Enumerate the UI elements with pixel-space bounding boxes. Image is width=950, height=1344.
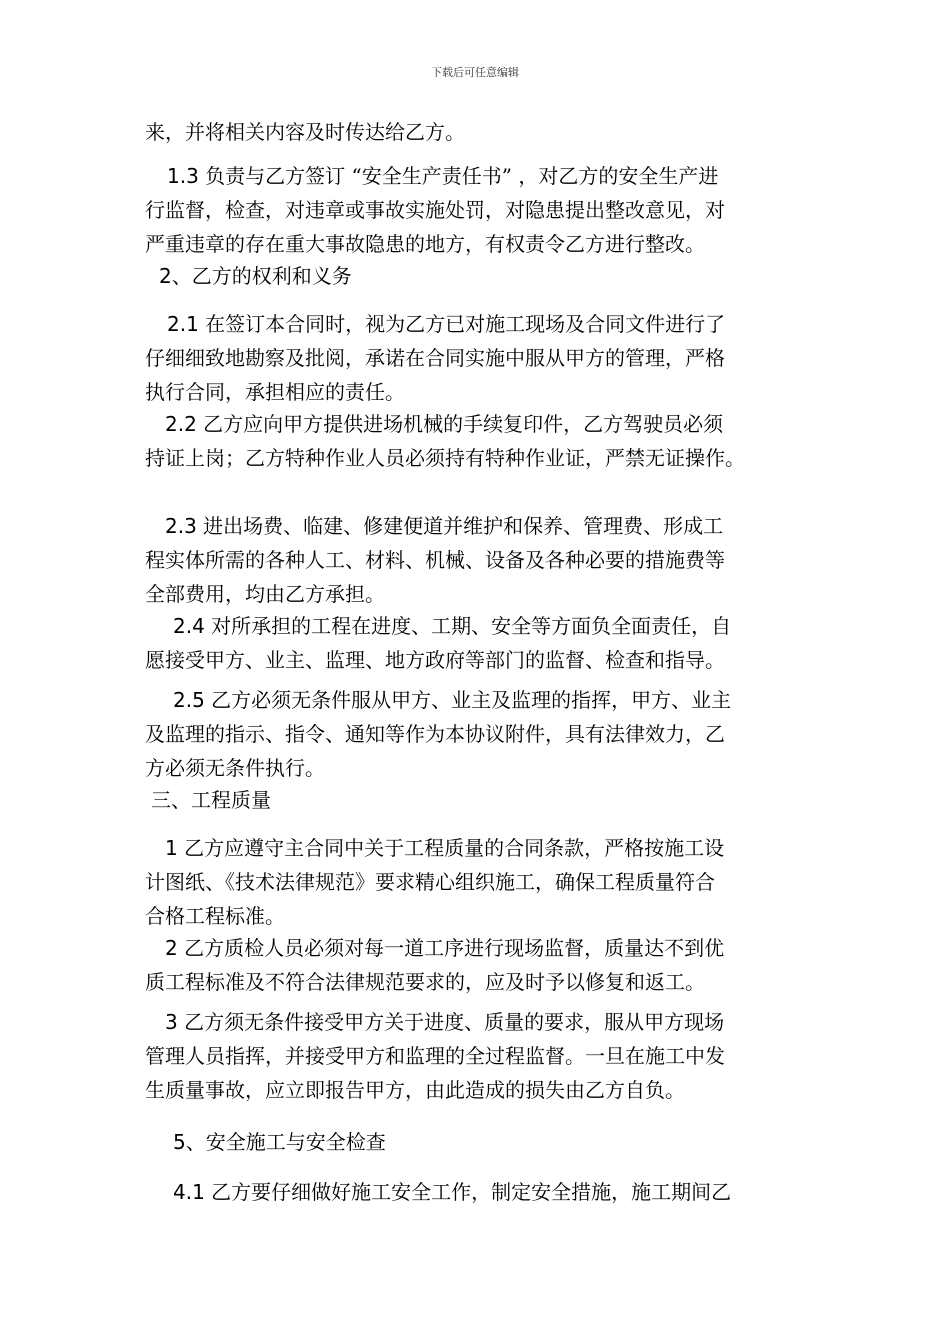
paragraph-line: [145, 902, 825, 930]
paragraph: [145, 686, 825, 782]
paragraph-line: [145, 1008, 825, 1036]
paragraph-line: [145, 230, 825, 258]
line-text: 合格工程标准。: [145, 904, 285, 928]
paragraph: [145, 786, 825, 814]
line-text: 全部费用，均由乙方承担。: [145, 582, 385, 606]
page-header: 下载后可任意编辑: [431, 66, 519, 79]
line-text: 执行合同，承担相应的责任。: [145, 380, 405, 404]
line-text: 乙方要仔细做好施工安全工作，制定安全措施，施工期间乙: [204, 1180, 732, 1204]
paragraph-line: [145, 612, 825, 640]
clause-number: 5: [173, 1130, 186, 1154]
paragraph-line: [145, 868, 825, 896]
paragraph-line: [145, 1042, 825, 1070]
paragraph-line: [145, 118, 825, 146]
line-text: 、安全施工与安全检查: [185, 1130, 386, 1154]
paragraph-line: [145, 444, 825, 472]
line-text: 在签订本合同时，视为乙方已对施工现场及合同文件进行了: [198, 312, 726, 336]
paragraph: [145, 1178, 825, 1206]
paragraph-line: [145, 646, 825, 674]
paragraph: [145, 934, 825, 996]
line-text: 生质量事故，应立即报告甲方，由此造成的损失由乙方自负。: [145, 1078, 685, 1102]
line-text: 进出场费、临建、修建便道并维护和保养、管理费、形成工: [196, 514, 724, 538]
line-text: 乙方必须无条件服从甲方、业主及监理的指挥，甲方、业主: [204, 688, 732, 712]
paragraph-line: [145, 934, 825, 962]
line-text: 行监督，检查，对违章或事故实施处罚，对隐患提出整改意见，对: [145, 198, 725, 222]
paragraph-line: [145, 546, 825, 574]
line-text: 仔细细致地勘察及批阅，承诺在合同实施中服从甲方的管理，严格: [145, 346, 725, 370]
line-text: 乙方应遵守主合同中关于工程质量的合同条款，严格按施工设: [177, 836, 725, 860]
paragraph-line: [145, 720, 825, 748]
paragraph-line: [145, 162, 825, 190]
paragraph: [145, 1008, 825, 1104]
clause-number: 2: [159, 264, 172, 288]
line-text: 严重违章的存在重大事故隐患的地方，有权责令乙方进行整改。: [145, 232, 705, 256]
paragraph: [145, 1128, 825, 1156]
paragraph-line: [145, 754, 825, 782]
paragraph: [145, 310, 825, 406]
line-text: 质工程标准及不符合法律规范要求的，应及时予以修复和返工。: [145, 970, 705, 994]
line-text: 、乙方的权利和义务: [171, 264, 352, 288]
clause-number: 1: [165, 836, 178, 860]
line-text: 方必须无条件执行。: [145, 756, 325, 780]
paragraph: [145, 162, 825, 258]
paragraph-line: [145, 580, 825, 608]
paragraph-line: [145, 262, 825, 290]
paragraph-line: [145, 1076, 825, 1104]
clause-number: 2.3: [165, 514, 197, 538]
paragraph-line: [145, 786, 825, 814]
line-text: 及监理的指示、指令、通知等作为本协议附件，具有法律效力，乙: [145, 722, 725, 746]
clause-number: 2.5: [173, 688, 205, 712]
paragraph-line: [145, 378, 825, 406]
line-text: 计图纸、《技术法律规范》要求精心组织施工，确保工程质量符合: [145, 870, 715, 894]
paragraph-line: [145, 196, 825, 224]
line-text: 愿接受甲方、业主、监理、地方政府等部门的监督、检查和指导。: [145, 648, 725, 672]
paragraph-line: [145, 1128, 825, 1156]
line-text: 三、工程质量: [151, 788, 271, 812]
paragraph-line: [145, 512, 825, 540]
line-text: 乙方须无条件接受甲方关于进度、质量的要求，服从甲方现场: [177, 1010, 725, 1034]
line-text: 持证上岗；乙方特种作业人员必须持有特种作业证，严禁无证操作。: [145, 446, 745, 470]
paragraph: [145, 262, 825, 290]
clause-number: 4.1: [173, 1180, 205, 1204]
clause-number: 2: [165, 936, 178, 960]
clause-number: 2.4: [173, 614, 205, 638]
paragraph: [145, 834, 825, 930]
paragraph-line: [145, 834, 825, 862]
paragraph-line: [145, 410, 825, 438]
line-text: 管理人员指挥，并接受甲方和监理的全过程监督。一旦在施工中发: [145, 1044, 725, 1068]
paragraph-line: [145, 686, 825, 714]
paragraph-line: [145, 968, 825, 996]
line-text: 程实体所需的各种人工、材料、机械、设备及各种必要的措施费等: [145, 548, 725, 572]
clause-number: 3: [165, 1010, 178, 1034]
clause-number: 1.3: [167, 164, 199, 188]
line-text: 乙方应向甲方提供进场机械的手续复印件，乙方驾驶员必须: [196, 412, 724, 436]
paragraph: [145, 410, 825, 472]
clause-number: 2.2: [165, 412, 197, 436]
paragraph: [145, 612, 825, 674]
clause-number: 2.1: [167, 312, 199, 336]
paragraph: [145, 512, 825, 608]
line-text: 对所承担的工程在进度、工期、安全等方面负全面责任，自: [204, 614, 732, 638]
paragraph-line: [145, 310, 825, 338]
line-text: 来，并将相关内容及时传达给乙方。: [145, 120, 465, 144]
line-text: 乙方质检人员必须对每一道工序进行现场监督，质量达不到优: [177, 936, 725, 960]
paragraph-line: [145, 1178, 825, 1206]
paragraph-line: [145, 344, 825, 372]
paragraph: [145, 118, 825, 146]
line-text: 负责与乙方签订 “安全生产责任书” ，对乙方的安全生产进: [198, 164, 719, 188]
